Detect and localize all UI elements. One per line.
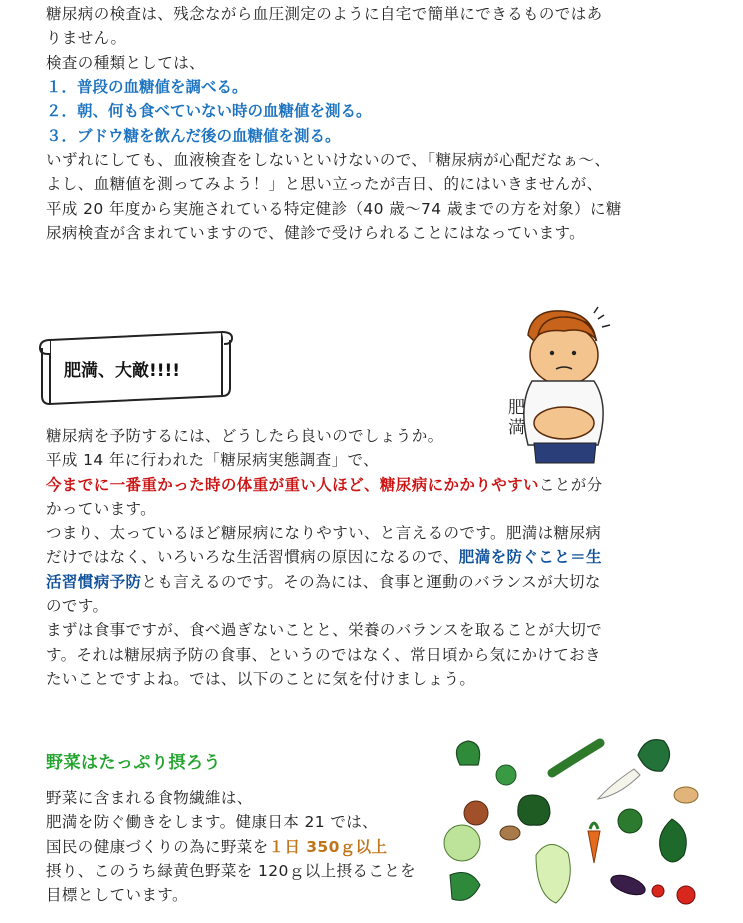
paragraph-line: 摂り、このうち緑黄色野菜を 120ｇ以上摂ることを <box>46 861 417 880</box>
paragraph-line: たいことですよね。では、以下のことに気を付けましょう。 <box>46 669 476 688</box>
list-item: ２．朝、何も食べていない時の血糖値を測る。 <box>46 102 372 121</box>
test-paragraph <box>46 148 622 245</box>
types-heading: 検査の種類としては、 <box>46 53 206 72</box>
prevention-paragraph <box>46 424 603 691</box>
intro-line: 糖尿病の検査は、残念ながら血圧測定のように自宅で簡単にできるものではあ <box>46 5 603 23</box>
paragraph-line: す。それは糖尿病予防の食事、というのではなく、常日頃から気にかけておき <box>46 645 601 664</box>
highlight-navy: 活習慣病予防 <box>46 572 142 591</box>
paragraph-line: 平成 14 年に行われた「糖尿病実態調査」で、 <box>46 451 379 470</box>
list-item: １．普段の血糖値を調べる。 <box>46 78 248 96</box>
paragraph-line: ことが分 <box>538 475 603 494</box>
paragraph-line: 糖尿病を予防するには、どうしたら良いのでしょうか。 <box>46 427 444 445</box>
paragraph-line: つまり、太っているほど糖尿病になりやすい、と言えるのです。肥満は糖尿病 <box>46 524 602 543</box>
highlight-red: 今までに一番重かった時の体重が重い人ほど、糖尿病にかかりやすい <box>46 475 539 494</box>
banner-title: 肥満、大敵!!!! <box>64 361 181 381</box>
paragraph-line: 尿病検査が含まれていますので、健診で受けられることにはなっています。 <box>46 223 586 242</box>
obesity-label: 肥満 <box>508 398 525 438</box>
paragraph-line: よし、血糖値を測ってみよう！」と思い立ったが吉日、的にはいきませんが、 <box>46 175 603 194</box>
paragraph-line: 目標としています。 <box>46 886 188 905</box>
highlight-navy: 肥満を防ぐこと＝生 <box>458 548 602 567</box>
paragraph-line: 肥満を防ぐ働きをします。健康日本 21 では、 <box>46 813 379 832</box>
paragraph-line: 野菜に含まれる食物繊維は、 <box>46 789 253 807</box>
list-item: ３．ブドウ糖を飲んだ後の血糖値を測る。 <box>46 126 341 145</box>
paragraph-line: まずは食事ですが、食べ過ぎないことと、栄養のバランスを取ることが大切で <box>46 621 603 640</box>
intro-paragraph <box>46 2 603 75</box>
test-types-list <box>46 75 372 148</box>
paragraph-line: いずれにしても、血液検査をしないといけないので、「糖尿病が心配だなぁ～、 <box>46 151 611 169</box>
intro-line: りません。 <box>46 29 127 48</box>
vegetables-paragraph <box>46 786 416 907</box>
paragraph-line: とも言えるのです。その為には、食事と運動のバランスが大切な <box>141 572 601 591</box>
paragraph-line: 国民の健康づくりの為に野菜を <box>46 837 269 856</box>
vegetables-heading: 野菜はたっぷり摂ろう <box>46 753 221 773</box>
paragraph-line: 平成 20 年度から実施されている特定健診（40 歳～74 歳までの方を対象）に糖 <box>46 199 622 218</box>
paragraph-line: のです。 <box>46 597 109 616</box>
highlight-orange: １日 350ｇ以上 <box>268 837 388 856</box>
vegetables-illustration <box>440 735 710 915</box>
paragraph-line: かっています。 <box>46 499 157 518</box>
paragraph-line: だけではなく、いろいろな生活習慣病の原因になるので、 <box>46 548 459 567</box>
